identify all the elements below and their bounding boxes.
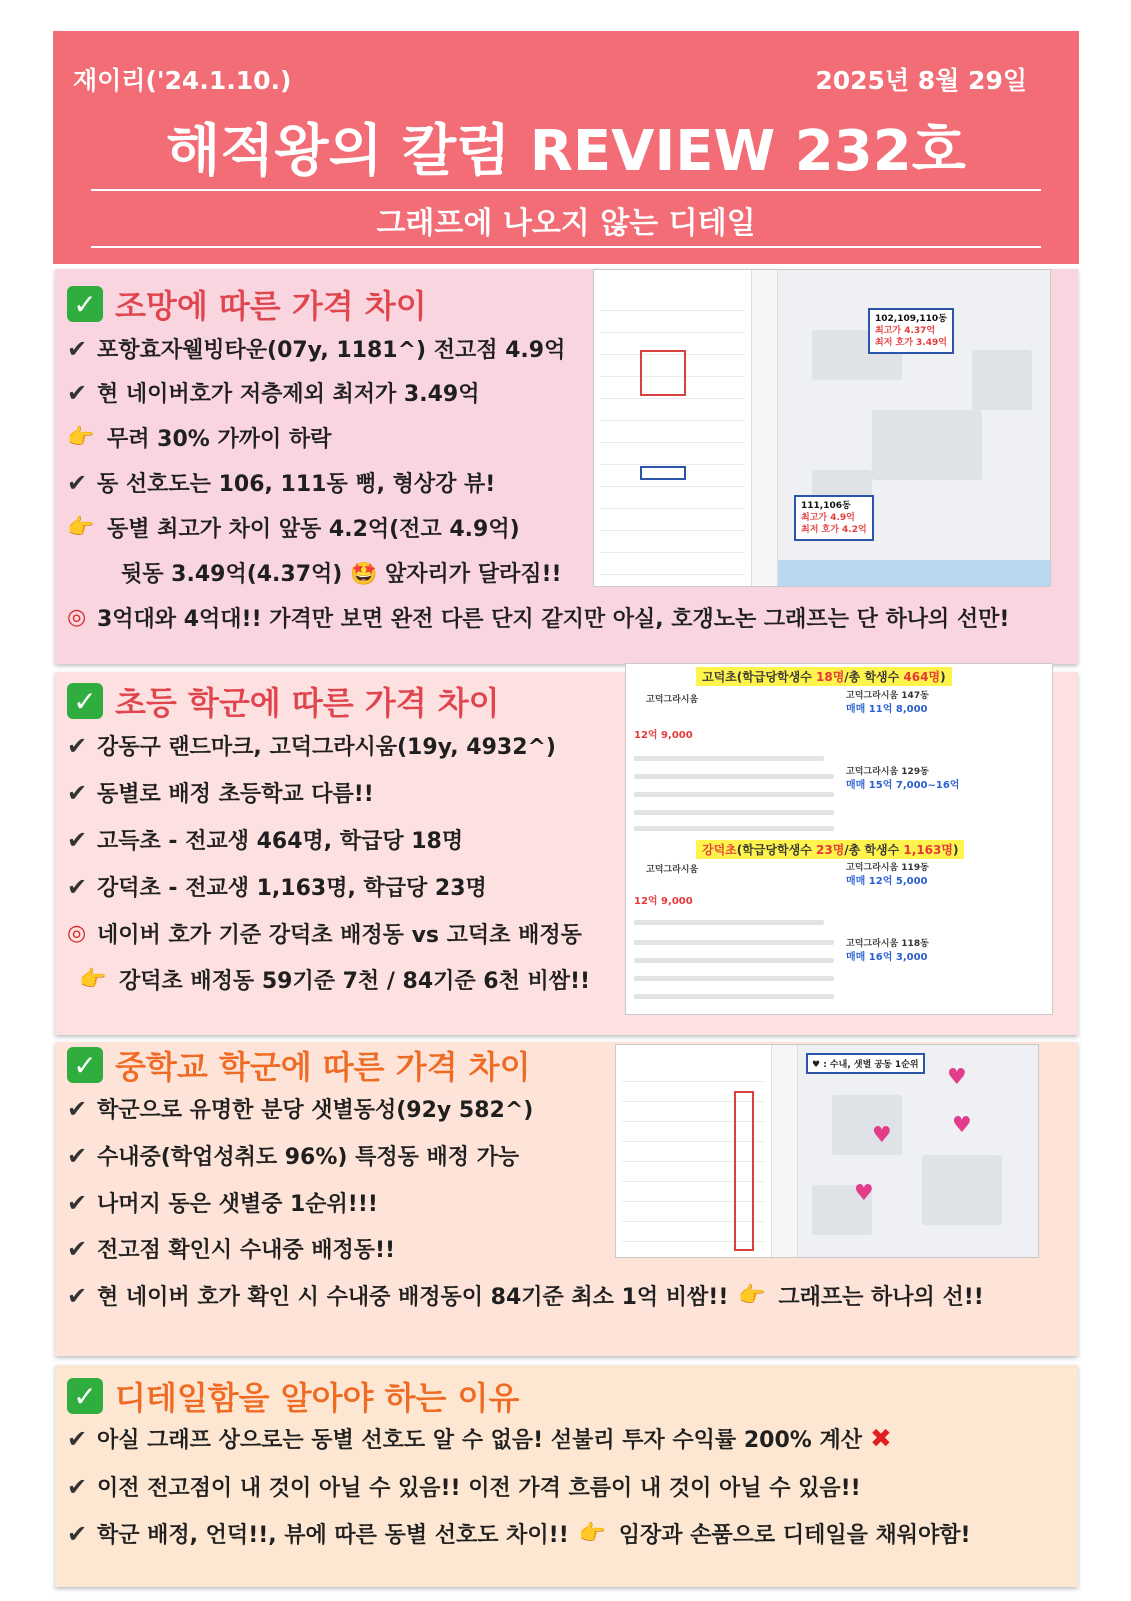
bullet-line: ✔ 학군 배정, 언덕!!, 뷰에 따른 동별 선호도 차이!! 👉 임장과 손품으로 디테일을 채워야함! xyxy=(67,1519,971,1548)
heart-marker-icon: ♥ xyxy=(952,1113,972,1138)
bullet-line: ✔ 고득초 - 전교생 464명, 학급당 18명 xyxy=(67,825,464,854)
school-band-top: 고덕초(학급당학생수 18명/총 학생수 464명) xyxy=(696,667,952,686)
bullet-line: ✔ 학군으로 유명한 분당 샛별동성(92y 582^) xyxy=(67,1094,534,1123)
bullet-line: ✔ 현 네이버 호가 확인 시 수내중 배정동이 84기준 최소 1억 비쌈!! 👉 그래프는 하나의 선!! xyxy=(67,1281,984,1310)
section-middle-school-price xyxy=(55,1042,1078,1356)
section-title: ✓ 중학교 학군에 따른 가격 차이 xyxy=(67,1042,531,1088)
bullet-line: ✔ 수내중(학업성취도 96%) 특정동 배정 가능 xyxy=(67,1141,520,1170)
header-divider-bottom xyxy=(91,246,1041,248)
check-mark-icon: ✔ xyxy=(67,1188,88,1217)
check-mark-icon: ✔ xyxy=(67,334,88,363)
check-mark-icon: ✔ xyxy=(67,1234,88,1263)
school-listing-screenshot: 고덕초(학급당학생수 18명/총 학생수 464명) 고덕그라시움 12억 9,000 고덕그라시움 147동 매매 11억 8,000 고덕그라시움 129동 매매 15억 7,000~16억 강덕초(학급당학생수 23명/총 학생수 1,163명) 고덕그라시움 12억 9,000 고덕그라시움 119동 매매 12억 5,000 고덕그라시움 118동 매매 16억 3,000 xyxy=(625,663,1053,1015)
check-mark-icon: ✔ xyxy=(67,378,88,407)
map-area xyxy=(752,270,1050,586)
section-why-detail xyxy=(55,1365,1078,1587)
pointing-hand-icon: 👉 xyxy=(67,425,95,450)
header-divider-top xyxy=(91,189,1041,191)
date-label: 2025년 8월 29일 xyxy=(815,66,1027,95)
middle-school-map-screenshot xyxy=(615,1044,1039,1258)
check-mark-icon: ✔ xyxy=(67,1472,88,1501)
listing-column xyxy=(616,1045,772,1257)
school-band-mid: 강덕초(학급당학생수 23명/총 학생수 1,163명) xyxy=(696,840,964,859)
check-mark-icon: ✔ xyxy=(67,825,88,854)
dart-target-icon: ◎ xyxy=(67,605,87,630)
bullet-line: ✔ 이전 전고점이 내 것이 아닐 수 있음!! 이전 가격 흐름이 내 것이 아닐 수 있음!! xyxy=(67,1472,861,1501)
pointing-hand-icon: 👉 xyxy=(79,967,107,992)
check-mark-icon: ✔ xyxy=(67,1141,88,1170)
bullet-line: 👉 강덕초 배정동 59기준 7천 / 84기준 6천 비쌈!! xyxy=(79,967,591,994)
bullet-line: ◎ 3억대와 4억대!! 가격만 보면 완전 다른 단지 같지만 아실, 호갱노논 그래프는 단 하나의 선만! xyxy=(67,605,1010,632)
bullet-line: ✔ 강덕초 - 전교생 1,163명, 학급당 23명 xyxy=(67,872,487,901)
bullet-line: ◎ 네이버 호가 기준 강덕초 배정동 vs 고덕초 배정동 xyxy=(67,921,582,948)
pointing-hand-icon: 👉 xyxy=(578,1521,607,1546)
highlight-box xyxy=(734,1091,754,1251)
price-callout: 111,106동 최고가 4.9억 최저 호가 4.2억 xyxy=(794,495,874,541)
section-title: ✓ 초등 학군에 따른 가격 차이 xyxy=(67,678,500,724)
check-box-icon: ✓ xyxy=(67,683,103,719)
check-mark-icon: ✔ xyxy=(67,872,88,901)
check-box-icon: ✓ xyxy=(67,286,103,322)
section-title: ✓ 디테일함을 알아야 하는 이유 xyxy=(67,1373,519,1419)
red-cross-icon: ✖ xyxy=(869,1423,892,1454)
page-subtitle: 그래프에 나오지 않는 디테일 xyxy=(376,206,756,241)
heart-marker-icon: ♥ xyxy=(947,1065,967,1090)
legend-tag: ♥ : 수내, 샛별 공동 1순위 xyxy=(806,1053,925,1074)
check-mark-icon: ✔ xyxy=(67,1519,88,1548)
bullet-line: 뒷동 3.49억(4.37억) 🤩 앞자리가 달라짐!! xyxy=(121,562,562,587)
price-callout: 102,109,110동 최고가 4.37억 최저 호가 3.49억 xyxy=(868,308,954,354)
header-banner xyxy=(53,31,1079,264)
bullet-line: ✔ 동별로 배정 초등학교 다름!! xyxy=(67,778,374,807)
check-mark-icon: ✔ xyxy=(67,1281,88,1310)
bullet-line: 👉 무려 30% 가까이 하락 xyxy=(67,425,332,452)
check-mark-icon: ✔ xyxy=(67,1094,88,1123)
bullet-line: ✔ 아실 그래프 상으로는 동별 선호도 알 수 없음! 섣불리 투자 수익률 200% 계산 ✖ xyxy=(67,1423,892,1454)
check-mark-icon: ✔ xyxy=(67,468,88,497)
pointing-hand-icon: 👉 xyxy=(67,515,95,540)
heart-marker-icon: ♥ xyxy=(872,1123,892,1148)
check-mark-icon: ✔ xyxy=(67,1424,88,1453)
bullet-line: ✔ 현 네이버호가 저층제외 최저가 3.49억 xyxy=(67,378,480,407)
bullet-line: ✔ 나머지 동은 샛별중 1순위!!! xyxy=(67,1188,378,1217)
author-label: 재이리('24.1.10.) xyxy=(73,66,292,95)
check-box-icon: ✓ xyxy=(67,1047,103,1083)
bullet-line: ✔ 전고점 확인시 수내중 배정동!! xyxy=(67,1234,396,1263)
check-mark-icon: ✔ xyxy=(67,778,88,807)
pointing-hand-icon: 👉 xyxy=(738,1283,766,1308)
listing-column xyxy=(594,270,752,586)
section-elementary-school-price xyxy=(55,672,1078,1035)
map-area xyxy=(772,1045,1038,1257)
listing-map-screenshot xyxy=(593,269,1051,587)
page-title: 해적왕의 칼럼 REVIEW 232호 xyxy=(166,119,966,184)
bullet-line: ✔ 포항효자웰빙타운(07y, 1181^) 전고점 4.9억 xyxy=(67,334,566,363)
dart-target-icon: ◎ xyxy=(67,921,87,946)
section-view-price xyxy=(55,269,1078,664)
section-title: ✓ 조망에 따른 가격 차이 xyxy=(67,281,427,327)
heart-marker-icon: ♥ xyxy=(854,1181,874,1206)
highlight-box xyxy=(640,350,686,396)
highlight-box xyxy=(640,466,686,480)
bullet-line: 👉 동별 최고가 차이 앞동 4.2억(전고 4.9억) xyxy=(67,515,520,542)
check-mark-icon: ✔ xyxy=(67,731,88,760)
bullet-line: ✔ 동 선호도는 106, 111동 뻥, 형상강 뷰! xyxy=(67,468,496,497)
bullet-line: ✔ 강동구 랜드마크, 고덕그라시움(19y, 4932^) xyxy=(67,731,556,760)
check-box-icon: ✓ xyxy=(67,1378,103,1414)
